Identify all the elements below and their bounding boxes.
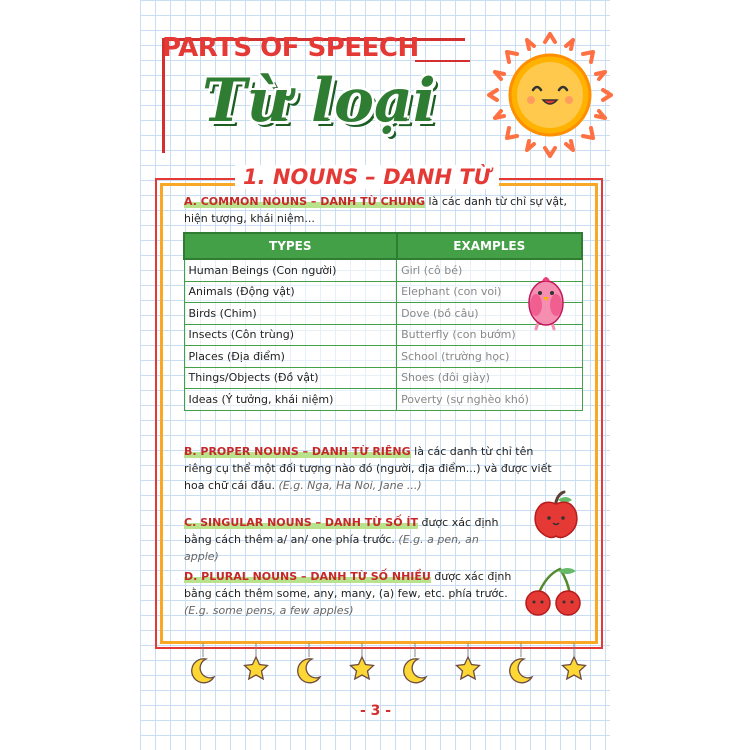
star-charm-icon xyxy=(347,643,377,688)
table-header-row xyxy=(184,233,582,259)
section-title: 1. NOUNS – DANH TỪ xyxy=(235,165,499,189)
table-cell-example: School (trường học) xyxy=(397,346,582,368)
star-charm-icon xyxy=(559,643,589,688)
singular-nouns-example: (E.g. a pen, an apple) xyxy=(184,533,479,563)
common-nouns-label: A. COMMON NOUNS – DANH TỪ CHUNG xyxy=(184,195,426,208)
common-nouns-text: là các danh từ chỉ sự vật, hiện tượng, khái niệm... xyxy=(184,195,567,225)
plural-nouns-label: D. PLURAL NOUNS – DANH TỪ SỐ NHIỀU xyxy=(184,570,431,583)
table-cell-type: Animals (Động vật) xyxy=(184,281,397,303)
moon-charm-icon xyxy=(188,643,218,688)
table-row xyxy=(184,367,582,389)
table-cell-example: Elephant (con voi) xyxy=(397,281,582,303)
table-row xyxy=(184,389,582,411)
moon-charm-icon xyxy=(294,643,324,688)
table-cell-example: Shoes (đôi giày) xyxy=(397,367,582,389)
plural-nouns-paragraph xyxy=(184,568,534,619)
table-row xyxy=(184,346,582,368)
table-cell-type: Birds (Chim) xyxy=(184,303,397,325)
bird-icon xyxy=(522,263,570,331)
table-cell-type: Ideas (Ý tưởng, khái niệm) xyxy=(184,389,397,411)
moon-charm-icon xyxy=(400,643,430,688)
page-number: - 3 - xyxy=(360,703,392,719)
table-cell-example: Dove (bồ câu) xyxy=(397,303,582,325)
singular-nouns-text: được xác định bằng cách thêm a/ an/ one phía trước. xyxy=(184,516,499,546)
table-cell-type: Things/Objects (Đồ vật) xyxy=(184,367,397,389)
worksheet-page xyxy=(140,0,610,750)
table-cell-example: Poverty (sự nghèo khó) xyxy=(397,389,582,411)
table-cell-type: Human Beings (Con người) xyxy=(184,259,397,281)
sun-icon xyxy=(485,30,615,160)
proper-nouns-label: B. PROPER NOUNS – DANH TỪ RIÊNG xyxy=(184,445,411,458)
moon-charm-icon xyxy=(506,643,536,688)
singular-nouns-paragraph xyxy=(184,514,514,565)
proper-nouns-paragraph xyxy=(184,443,556,494)
table-header-examples: EXAMPLES xyxy=(397,233,582,259)
table-cell-type: Places (Địa điểm) xyxy=(184,346,397,368)
cherry-icon xyxy=(520,565,586,617)
singular-nouns-label: C. SINGULAR NOUNS – DANH TỪ SỐ ÍT xyxy=(184,516,418,529)
common-nouns-paragraph xyxy=(184,193,584,227)
plural-nouns-text: được xác định bằng cách thêm some, any, many, (a) few, etc. phía trước. xyxy=(184,570,512,600)
proper-nouns-example: (E.g. Nga, Ha Noi, Jane ...) xyxy=(278,479,422,492)
plural-nouns-example: (E.g. some pens, a few apples) xyxy=(184,604,354,617)
table-cell-example: Girl (cô bé) xyxy=(397,259,582,281)
star-charm-icon xyxy=(453,643,483,688)
proper-nouns-text: là các danh từ chỉ tên riêng cụ thể một đối tượng nào đó (người, địa điểm...) và được viết hoa chữ cái đầu. xyxy=(184,445,552,492)
title-vietnamese: Từ loại xyxy=(202,66,436,136)
apple-icon xyxy=(532,490,580,540)
table-cell-type: Insects (Côn trùng) xyxy=(184,324,397,346)
title-english: PARTS OF SPEECH xyxy=(162,33,419,63)
table-header-types: TYPES xyxy=(184,233,397,259)
table-cell-example: Butterfly (con bướm) xyxy=(397,324,582,346)
title-underline xyxy=(415,60,470,62)
star-charm-icon xyxy=(241,643,271,688)
